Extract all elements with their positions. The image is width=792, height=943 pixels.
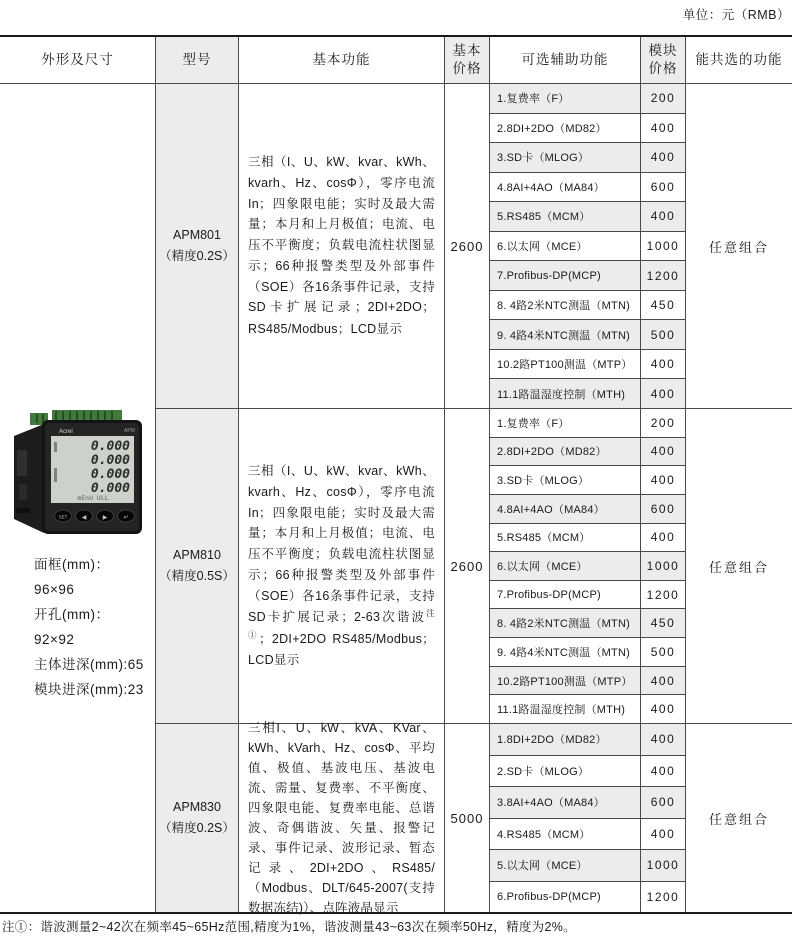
option-label: 10.2路PT100测温（MTP） [497, 359, 633, 372]
option-label: 3.SD卡（MLOG） [497, 152, 590, 165]
option-price: 400 [640, 524, 685, 552]
dim-line: 主体进深(mm):65 [34, 657, 144, 672]
option-row [490, 667, 685, 696]
col-header-model: 型号 [156, 37, 238, 83]
model-accuracy: （精度0.5S） [159, 569, 235, 583]
option-label: 5.RS485（MCM） [497, 532, 591, 545]
dim-line: 96×96 [34, 582, 75, 597]
option-row [490, 581, 685, 610]
model-name: APM830 [173, 799, 221, 814]
unit-label: 单位：元（RMB） [682, 8, 790, 22]
basic-function-text: 三相（I、U、kW、kvar、kWh、kvarh、Hz、cosΦ），零序电流In；四象限电能；实时及最大需量；本月和上月极值；电流、电压不平衡度；负载电流柱状图显示；66种报警类型及外部事件（SOE）各16条事件记录，支持SD卡扩展记录；2DI+2DO；RS485/Modbus；LCD显示 [248, 155, 435, 337]
option-label: 7.Profibus-DP(MCP) [497, 588, 601, 601]
enter-button-icon: ↵ [123, 515, 129, 521]
model-cell [156, 409, 238, 723]
dimension-notes [34, 552, 144, 702]
col-header-shape: 外形及尺寸 [41, 52, 114, 68]
left-arrow-button-icon: ◀ [81, 515, 87, 521]
option-price: 500 [640, 320, 685, 349]
meter-brand-label: Acrel [59, 429, 73, 435]
option-label: 9. 4路4米NTC测温（MTN) [497, 646, 630, 659]
option-price: 600 [640, 173, 685, 202]
option-row [490, 552, 685, 581]
option-row [490, 638, 685, 667]
option-price: 400 [640, 379, 685, 408]
table-header-row [0, 37, 792, 84]
option-label: 3.8AI+4AO（MA84） [497, 797, 605, 810]
basic-function-cell [238, 720, 444, 916]
set-button-icon: SET [58, 514, 68, 520]
optional-functions-list [489, 84, 685, 408]
base-price-cell: 2600 [444, 84, 489, 408]
price-table [0, 35, 792, 914]
lcd-menu-text: mEnU ULL [77, 494, 109, 502]
option-label: 4.8AI+4AO（MA84） [497, 503, 605, 516]
option-price: 1200 [640, 581, 685, 609]
option-price: 400 [640, 724, 685, 755]
option-row [490, 114, 685, 144]
table-header-right [155, 37, 792, 83]
model-accuracy: （精度0.2S） [159, 821, 235, 835]
option-row [490, 466, 685, 495]
option-price: 1200 [640, 261, 685, 290]
basic-function-cell [238, 84, 444, 408]
option-price: 400 [640, 114, 685, 143]
option-row [490, 495, 685, 524]
option-label: 9. 4路4米NTC测温（MTN) [497, 329, 630, 342]
lcd-row-3: 0.000 [90, 467, 130, 482]
option-row [490, 143, 685, 173]
option-row [490, 609, 685, 638]
option-label: 10.2路PT100测温（MTP） [497, 675, 633, 688]
option-row [490, 261, 685, 291]
model-name: APM810 [173, 547, 221, 562]
model-cell [156, 724, 238, 912]
basic-function-text: 三相I、U、kW、kVA、KVar、kWh、kVarh、Hz、cosΦ、平均值、极值、基波电压、基波电流、需量、复费率、不平衡度、四象限电能、复费率电能、总谐波、奇偶谐波、矢量、报警记录、事件记录、波形记录、暂态记录、2DI+2DO、RS485/（Modbus、DLT/645-2007(支持数据冻结)）、点阵液晶显示 [248, 720, 435, 916]
option-price: 1200 [640, 882, 685, 913]
option-row [490, 202, 685, 232]
dim-line: 92×92 [34, 632, 75, 647]
model-row-apm830 [156, 720, 792, 916]
col-header-optional-functions: 可选辅助功能 [489, 37, 640, 83]
harmonics-footnote: 注①：谐波测量2~42次在频率45~65Hz范围,精度为1%，谐波测量43~63次在频率50Hz，精度为2%。 [2, 920, 576, 934]
option-price: 200 [640, 84, 685, 113]
option-label: 8. 4路2米NTC测温（MTN) [497, 618, 630, 631]
option-price: 400 [640, 667, 685, 695]
base-price-cell: 5000 [444, 724, 489, 912]
option-label: 6.以太网（MCE） [497, 561, 588, 574]
lcd-row-2: 0.000 [90, 453, 130, 468]
option-price: 450 [640, 609, 685, 637]
option-price: 200 [640, 409, 685, 437]
option-price: 500 [640, 638, 685, 666]
option-label: 11.1路温湿度控制（MTH) [497, 388, 626, 401]
option-price: 600 [640, 495, 685, 523]
option-price: 400 [640, 695, 685, 723]
option-label: 2.SD卡（MLOG） [497, 765, 590, 778]
option-row [490, 320, 685, 350]
option-price: 400 [640, 202, 685, 231]
model-blocks [155, 84, 792, 916]
optional-functions-list [489, 724, 685, 912]
dim-line: 面框(mm)： [34, 557, 110, 572]
option-row [490, 84, 685, 114]
option-price: 1000 [640, 232, 685, 261]
option-price: 400 [640, 819, 685, 850]
lcd-row-4: 0.000 [90, 481, 130, 496]
option-label: 7.Profibus-DP(MCP) [497, 269, 601, 282]
meter-device-image [6, 406, 146, 538]
option-row [490, 850, 685, 882]
optional-functions-list [489, 409, 685, 723]
table-body [0, 84, 792, 916]
option-row [490, 524, 685, 553]
model-row-apm810 [156, 408, 792, 723]
option-label: 3.SD卡（MLOG） [497, 475, 590, 488]
option-row [490, 756, 685, 788]
option-label: 6.Profibus-DP(MCP) [497, 890, 601, 903]
option-price: 450 [640, 291, 685, 320]
option-row [490, 291, 685, 321]
col-header-basic-function: 基本功能 [238, 37, 444, 83]
option-price: 400 [640, 438, 685, 466]
col-header-base-price: 基本价格 [444, 37, 489, 83]
model-accuracy: （精度0.2S） [159, 249, 235, 263]
basic-function-cell [238, 409, 444, 723]
option-price: 400 [640, 143, 685, 172]
dim-line: 开孔(mm)： [34, 607, 110, 622]
option-price: 1000 [640, 850, 685, 881]
option-label: 6.以太网（MCE） [497, 241, 588, 253]
option-label: 4.RS485（MCM） [497, 828, 591, 841]
option-label: 5.以太网（MCE） [497, 860, 588, 873]
option-label: 8. 4路2米NTC测温（MTN) [497, 300, 630, 313]
option-price: 400 [640, 350, 685, 379]
option-row [490, 787, 685, 819]
option-label: 1.复费率（F） [497, 93, 570, 106]
lcd-row-1: 0.000 [90, 439, 130, 454]
combinable-cell: 任意组合 [685, 724, 792, 912]
option-row [490, 882, 685, 913]
combinable-cell: 任意组合 [685, 409, 792, 723]
option-row [490, 379, 685, 408]
option-price: 600 [640, 787, 685, 818]
model-row-apm801 [156, 84, 792, 408]
option-label: 2.8DI+2DO（MD82） [497, 446, 607, 459]
option-label: 4.8AI+4AO（MA84） [497, 181, 605, 194]
meter-side-body [14, 424, 44, 533]
option-price: 1000 [640, 552, 685, 580]
option-row [490, 819, 685, 851]
meter-series-label: APM [124, 428, 135, 434]
option-row [490, 409, 685, 438]
option-row [490, 695, 685, 723]
option-row [490, 232, 685, 262]
model-name: APM801 [173, 227, 221, 242]
base-price-cell: 2600 [444, 409, 489, 723]
option-row [490, 724, 685, 756]
basic-function-text: 三相（I、U、kW、kvar、kWh、kvarh、Hz、cosΦ），零序电流In；四象限电能；实时及最大需量；本月和上月极值；电流、电压不平衡度；负载电流柱状图显示；66种报警类型及外部事件（SOE）各16条事件记录，支持SD卡扩展记录；2-63次谐波$^{注①}$；2DI+2DO RS485/Modbus；LCD显示 [248, 464, 435, 668]
option-price: 400 [640, 756, 685, 787]
option-price: 400 [640, 466, 685, 494]
option-row [490, 350, 685, 380]
option-label: 11.1路温湿度控制（MTH) [497, 704, 626, 717]
col-header-combinable: 能共选的功能 [685, 37, 792, 83]
option-label: 5.RS485（MCM） [497, 211, 591, 224]
col-header-module-price: 模块价格 [640, 37, 685, 83]
shape-and-size-cell [0, 84, 155, 912]
option-row [490, 173, 685, 203]
combinable-cell: 任意组合 [685, 84, 792, 408]
option-label: 1.复费率（F） [497, 417, 570, 430]
option-row [490, 438, 685, 467]
model-cell [156, 84, 238, 408]
dim-line: 模块进深(mm):23 [34, 682, 144, 697]
option-label: 1.8DI+2DO（MD82） [497, 734, 607, 747]
right-arrow-button-icon: ▶ [102, 515, 108, 521]
option-label: 2.8DI+2DO（MD82） [497, 122, 607, 135]
